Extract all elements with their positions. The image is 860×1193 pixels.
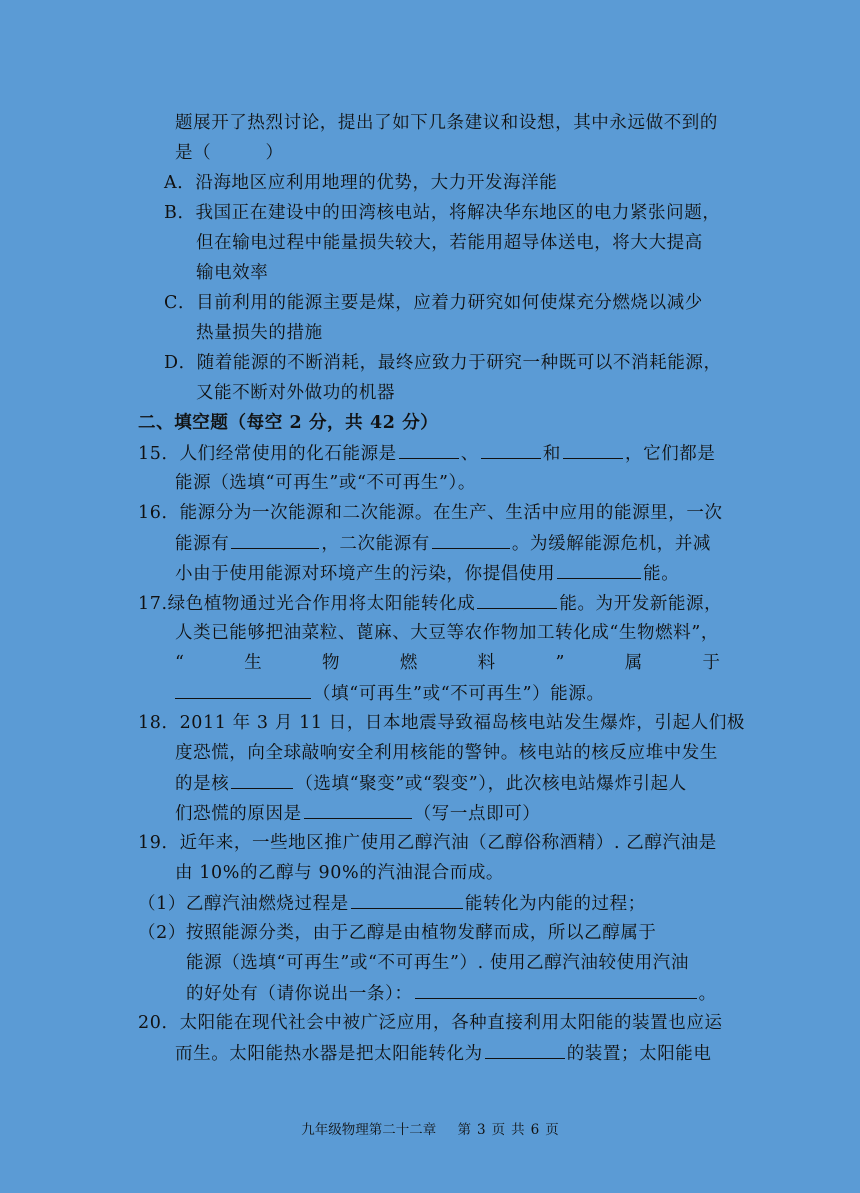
q15-text-4: ，它们都是 — [625, 444, 716, 464]
q14-option-d-line1: D．随着能源的不断消耗，最终应致力于研究一种既可以不消耗能源， — [164, 353, 722, 373]
footer-page-label: 第 — [457, 1122, 472, 1138]
q19-text-s1a: （1）乙醇汽油燃烧过程是 — [138, 894, 349, 914]
q18-line3 — [175, 768, 687, 799]
q19-text-s1b: 能转化为内能的过程； — [464, 894, 646, 914]
q19-line2: 由 10%的乙醇与 90%的汽油混合而成。 — [175, 863, 505, 883]
answer-blank[interactable] — [415, 978, 697, 999]
answer-blank[interactable] — [399, 438, 459, 459]
q17-char: “ — [175, 653, 184, 673]
footer-total-label: 共 — [511, 1122, 525, 1138]
q17-line1 — [138, 588, 722, 619]
q14-option-c-line2: 热量损失的措施 — [196, 323, 323, 343]
q19-sub2-line3 — [186, 978, 717, 1009]
q14-option-b-line1: B．我国正在建设中的田湾核电站，将解决华东地区的电力紧张问题， — [164, 203, 721, 223]
answer-blank[interactable] — [175, 678, 311, 699]
q14-option-a: A．沿海地区应利用地理的优势，大力开发海洋能 — [164, 173, 558, 193]
answer-blank[interactable] — [304, 798, 412, 819]
q14-option-d-line2: 又能不断对外做功的机器 — [196, 383, 396, 403]
q15-line2: 能源（选填“可再生”或“不可再生”）。 — [175, 473, 476, 493]
q19-sub2-line2: 能源（选填“可再生”或“不可再生”）. 使用乙醇汽油较使用汽油 — [186, 953, 690, 973]
q20-line2 — [175, 1038, 712, 1069]
q14-option-b-line3: 输电效率 — [196, 263, 269, 283]
answer-blank[interactable] — [481, 438, 541, 459]
q15-text-3: 和 — [542, 444, 561, 464]
q17-char: 属 — [624, 653, 643, 673]
q17-line4 — [175, 678, 605, 709]
q17-char: ” — [555, 653, 565, 673]
q18-line1: 18．2011 年 3 月 11 日，日本地震导致福岛核电站发生爆炸，引起人们极 — [138, 713, 746, 733]
q16-text-3a: 小由于使用能源对环境产生的污染，你提倡使用 — [175, 564, 556, 584]
q18-text-3b: （选填“聚变”或“裂变”），此次核电站爆炸引起人 — [295, 774, 687, 794]
q20-text-2a: 而生。太阳能热水器是把太阳能转化为 — [175, 1044, 483, 1064]
q17-line2: 人类已能够把油菜粒、蓖麻、大豆等农作物加工转化成“生物燃料”， — [175, 623, 719, 643]
q19-text-s2-3b: 。 — [698, 984, 717, 1004]
q17-line3-spread — [175, 648, 720, 678]
q17-char: 燃 — [399, 653, 418, 673]
section-heading: 二、填空题（每空 2 分，共 42 分） — [138, 413, 439, 433]
q20-line1: 20．太阳能在现代社会中被广泛应用，各种直接利用太阳能的装置也应运 — [138, 1013, 723, 1033]
q15-line1 — [138, 438, 716, 469]
q14-stem-line1: 题展开了热烈讨论，提出了如下几条建议和设想，其中永远做不到的 — [175, 113, 718, 133]
q17-text-1b: 能。为开发新能源， — [559, 594, 723, 614]
answer-blank[interactable] — [557, 558, 641, 579]
q15-text-1: 15．人们经常使用的化石能源是 — [138, 444, 397, 464]
footer-total-unit: 页 — [545, 1122, 559, 1138]
q17-char: 生 — [244, 653, 262, 673]
q14-option-b-line2: 但在输电过程中能量损失较大，若能用超导体送电，将大大提高 — [196, 233, 703, 253]
q20-text-2b: 的装置；太阳能电 — [566, 1044, 712, 1064]
q19-text-s2-3a: 的好处有（请你说出一条）： — [186, 984, 413, 1004]
q17-char: 料 — [477, 653, 496, 673]
q17-text-1a: 17.绿色植物通过光合作用将太阳能转化成 — [138, 594, 476, 614]
q17-text-4: （填“可再生”或“不可再生”）能源。 — [313, 684, 605, 704]
q14-stem-line2: 是（ ） — [175, 143, 284, 163]
q16-text-2b: ，二次能源有 — [321, 534, 430, 554]
q16-line2 — [175, 528, 711, 559]
footer-page-unit: 页 — [491, 1122, 506, 1138]
q17-char: 物 — [322, 653, 340, 673]
q18-text-3a: 的是核 — [175, 774, 230, 794]
q18-line2: 度恐慌，向全球敲响安全利用核能的警钟。核电站的核反应堆中发生 — [175, 743, 718, 763]
page-footer — [0, 1120, 860, 1140]
answer-blank[interactable] — [485, 1038, 565, 1059]
q14-option-c-line1: C．目前利用的能源主要是煤，应着力研究如何使煤充分燃烧以减少 — [164, 293, 703, 313]
answer-blank[interactable] — [351, 888, 463, 909]
answer-blank[interactable] — [231, 528, 319, 549]
footer-course: 九年级物理第二十二章 — [301, 1122, 437, 1138]
answer-blank[interactable] — [563, 438, 623, 459]
q18-text-4b: （写一点即可） — [413, 804, 541, 824]
q19-sub1 — [138, 888, 646, 919]
footer-total-pages: 6 — [530, 1122, 540, 1138]
footer-page-number: 3 — [477, 1122, 486, 1138]
q16-text-2c: 。为缓解能源危机，并减 — [511, 534, 712, 554]
answer-blank[interactable] — [477, 588, 557, 609]
q19-line1: 19．近年来，一些地区推广使用乙醇汽油（乙醇俗称酒精）. 乙醇汽油是 — [138, 833, 717, 853]
q16-text-3b: 能。 — [643, 564, 680, 584]
answer-blank[interactable] — [432, 528, 510, 549]
q17-char: 于 — [702, 653, 720, 673]
q16-line3 — [175, 558, 679, 589]
q19-sub2-line1: （2）按照能源分类，由于乙醇是由植物发酵而成，所以乙醇属于 — [138, 923, 657, 943]
q18-text-4a: 们恐慌的原因是 — [175, 804, 302, 824]
q16-line1: 16．能源分为一次能源和二次能源。在生产、生活中应用的能源里，一次 — [138, 503, 723, 523]
q18-line4 — [175, 798, 540, 829]
q16-text-2a: 能源有 — [175, 534, 230, 554]
answer-blank[interactable] — [231, 768, 293, 789]
q15-text-2: 、 — [460, 444, 479, 464]
